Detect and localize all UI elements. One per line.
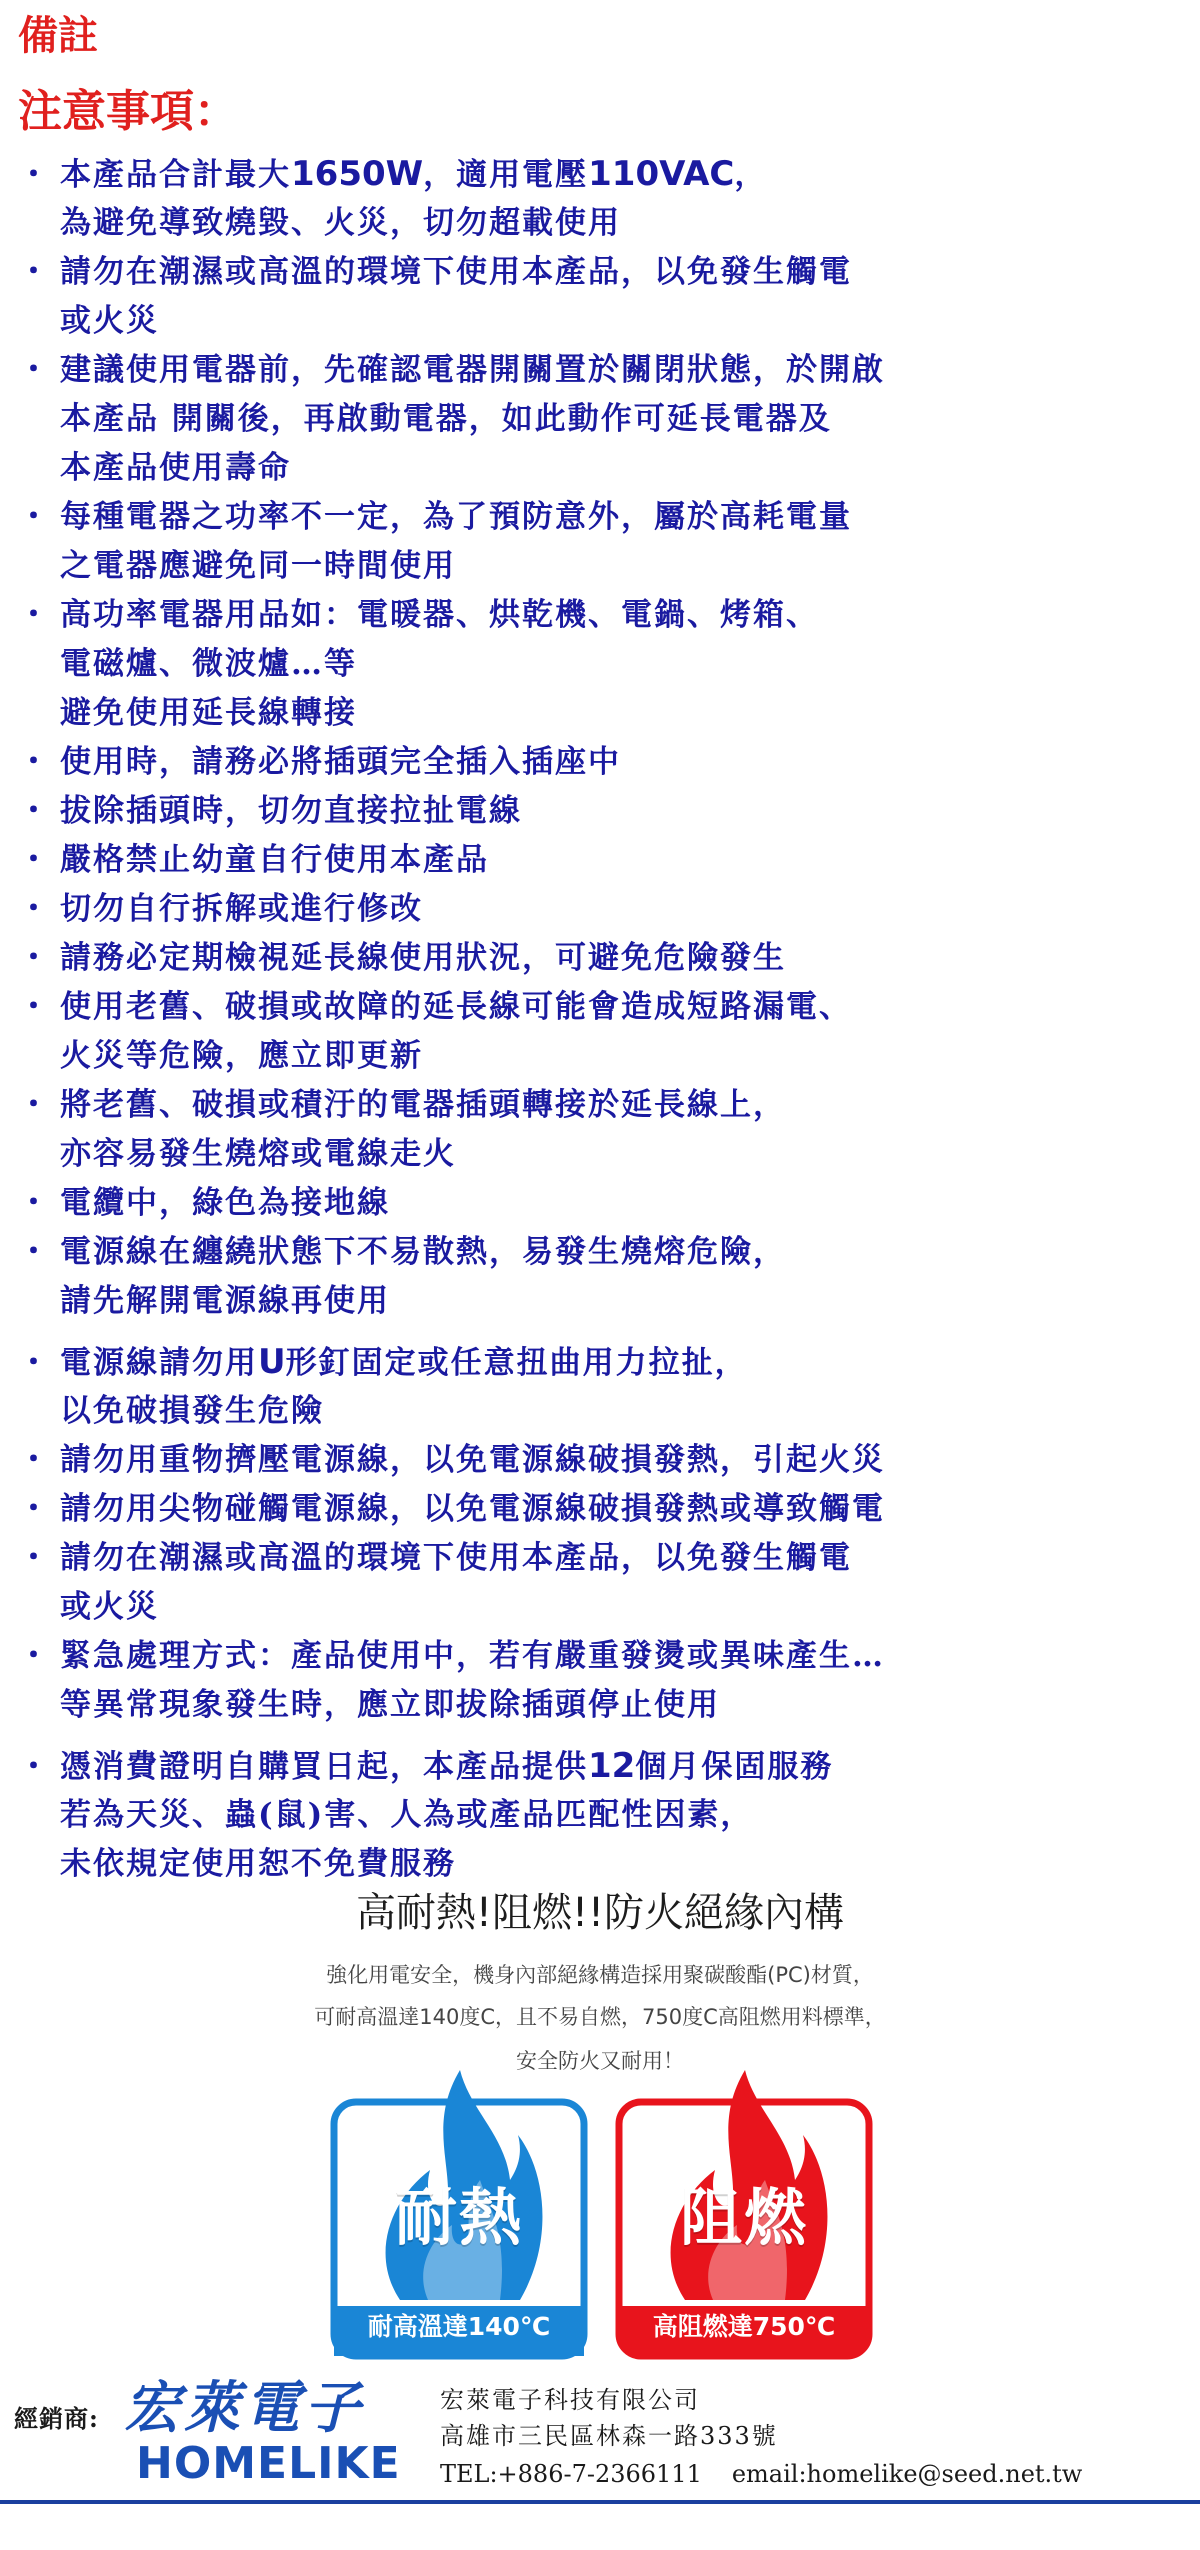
notice-item xyxy=(18,1534,1188,1583)
email-address: email:homelike@seed.net.tw xyxy=(731,2460,1083,2488)
notice-text: 緊急處理方式：產品使用中，若有嚴重發燙或異味產生… xyxy=(60,1638,885,1674)
bullet-mark: ・ xyxy=(18,254,51,290)
notice-text: 請勿在潮濕或高溫的環境下使用本產品，以免發生觸電 xyxy=(60,1540,852,1576)
notice-item-continuation: 避免使用延長線轉接 xyxy=(60,695,357,731)
notice-item xyxy=(18,1179,1188,1228)
notice-emphasis: 1650W xyxy=(291,154,424,194)
feature-title: 高耐熱!阻燃!!防火絕緣內構 xyxy=(355,1890,845,1936)
bullet-mark: ・ xyxy=(18,989,51,1025)
notice-item-continuation: 火災等危險，應立即更新 xyxy=(60,1038,423,1074)
feature-desc-line-3: 安全防火又耐用！ xyxy=(516,2049,684,2073)
company-address: 高雄市三民區林森一路333號 xyxy=(440,2422,778,2450)
notice-item-continuation: 請先解開電源線再使用 xyxy=(60,1283,390,1319)
notice-item xyxy=(18,248,1188,297)
flame-retardant-sub: 高阻燃達750℃ xyxy=(652,2312,836,2341)
bullet-mark: ・ xyxy=(18,793,51,829)
notice-text: 請勿用尖物碰觸電源線，以免電源線破損發熱或導致觸電 xyxy=(60,1491,885,1527)
phone-number: TEL:+886-7-2366111 xyxy=(440,2460,702,2488)
notice-item-continuation: 電磁爐、微波爐…等 xyxy=(60,646,357,682)
notice-item-continuation: 以免破損發生危險 xyxy=(60,1393,324,1429)
notice-text: 請勿用重物擠壓電源線，以免電源線破損發熱，引起火災 xyxy=(60,1442,885,1478)
bullet-mark: ・ xyxy=(18,1540,51,1576)
notice-text: 電纜中，綠色為接地線 xyxy=(60,1185,390,1221)
notice-item-continuation: 未依規定使用恕不免費服務 xyxy=(60,1846,456,1882)
notice-text: 每種電器之功率不一定，為了預防意外，屬於高耗電量 xyxy=(60,499,852,535)
notice-item-continuation: 本產品使用壽命 xyxy=(60,450,291,486)
notice-text: 本產品合計最大 xyxy=(60,157,291,193)
bullet-mark: ・ xyxy=(18,1345,51,1381)
notice-item xyxy=(18,983,1188,1032)
notice-emphasis: 110VAC xyxy=(588,154,735,194)
notice-text: 請務必定期檢視延長線使用狀況，可避免危險發生 xyxy=(60,940,786,976)
notice-item xyxy=(18,591,1188,640)
bullet-mark: ・ xyxy=(18,352,51,388)
bullet-mark: ・ xyxy=(18,940,51,976)
company-contact xyxy=(440,2458,1082,2490)
company-name: 宏萊電子科技有限公司 xyxy=(440,2386,700,2414)
bullet-mark: ・ xyxy=(18,157,51,193)
notice-item-continuation: 為避免導致燒毀、火災，切勿超載使用 xyxy=(60,205,621,241)
bullet-mark: ・ xyxy=(18,597,51,633)
notice-text: 請勿在潮濕或高溫的環境下使用本產品，以免發生觸電 xyxy=(60,254,852,290)
flame-retardant-label: 阻燃 xyxy=(679,2181,808,2254)
notice-text: 建議使用電器前，先確認電器開關置於關閉狀態，於開啟 xyxy=(60,352,885,388)
notice-item xyxy=(18,836,1188,885)
notice-item-continuation: 或火災 xyxy=(60,1589,159,1625)
feature-desc-line-1: 強化用電安全，機身內部絕緣構造採用聚碳酸酯(PC)材質， xyxy=(326,1963,874,1987)
bullet-mark: ・ xyxy=(18,1442,51,1478)
notice-item-continuation: 之電器應避免同一時間使用 xyxy=(60,548,456,584)
notice-emphasis: U xyxy=(258,1342,286,1382)
notice-text: 電源線請勿用 xyxy=(60,1345,258,1381)
notice-text: 將老舊、破損或積汙的電器插頭轉接於延長線上， xyxy=(60,1087,786,1123)
notice-item xyxy=(18,787,1188,836)
notice-item xyxy=(18,1485,1188,1534)
notice-item xyxy=(18,1228,1188,1277)
brand-logo-chinese: 宏萊電子 xyxy=(124,2376,364,2441)
notice-item xyxy=(18,934,1188,983)
bullet-mark: ・ xyxy=(18,499,51,535)
notice-text: 高功率電器用品如：電暖器、烘乾機、電鍋、烤箱、 xyxy=(60,597,819,633)
notice-text: 憑消費證明自購買日起，本產品提供 xyxy=(60,1749,588,1785)
notice-item-continuation: 亦容易發生燒熔或電線走火 xyxy=(60,1136,456,1172)
notice-text: 使用時，請務必將插頭完全插入插座中 xyxy=(60,744,621,780)
bullet-mark: ・ xyxy=(18,1234,51,1270)
notice-item xyxy=(18,1632,1188,1681)
heat-resistant-badge xyxy=(330,2050,588,2360)
bullet-mark: ・ xyxy=(18,1087,51,1123)
notice-text: ， xyxy=(734,157,768,193)
bullet-mark: ・ xyxy=(18,1185,51,1221)
brand-logo-english: HOMELIKE xyxy=(136,2438,401,2489)
bullet-mark: ・ xyxy=(18,1491,51,1527)
notice-emphasis: 12 xyxy=(588,1746,636,1786)
notice-text: 切勿自行拆解或進行修改 xyxy=(60,891,423,927)
notice-text: 個月保固服務 xyxy=(635,1749,834,1785)
heat-resistant-label: 耐熱 xyxy=(394,2181,523,2254)
remark-heading: 備註 xyxy=(18,12,98,59)
notice-text: 嚴格禁止幼童自行使用本產品 xyxy=(60,842,489,878)
notice-item-continuation: 若為天災、蟲(鼠)害、人為或產品匹配性因素， xyxy=(60,1797,754,1833)
notice-item-continuation: 等異常現象發生時，應立即拔除插頭停止使用 xyxy=(60,1687,720,1723)
bullet-mark: ・ xyxy=(18,1638,51,1674)
notice-item-continuation: 本產品 開關後，再啟動電器，如此動作可延長電器及 xyxy=(60,401,832,437)
notice-list xyxy=(18,150,1188,1889)
notice-item xyxy=(18,738,1188,787)
bullet-mark: ・ xyxy=(18,1749,51,1785)
heat-resistant-sub: 耐高溫達140℃ xyxy=(367,2312,551,2341)
notice-item xyxy=(18,1742,1188,1791)
notice-text: 使用老舊、破損或故障的延長線可能會造成短路漏電、 xyxy=(60,989,852,1025)
notice-item xyxy=(18,1081,1188,1130)
notice-item xyxy=(18,493,1188,542)
notice-item-continuation: 或火災 xyxy=(60,303,159,339)
footer-divider xyxy=(0,2500,1200,2504)
notice-item xyxy=(18,346,1188,395)
notice-text: ，適用電壓 xyxy=(423,157,589,193)
flame-retardant-badge xyxy=(615,2050,873,2360)
notice-text: 形釘固定或任意扭曲用力拉扯， xyxy=(285,1345,748,1381)
notice-item xyxy=(18,150,1188,199)
notice-text: 電源線在纏繞狀態下不易散熱，易發生燒熔危險， xyxy=(60,1234,786,1270)
bullet-mark: ・ xyxy=(18,744,51,780)
distributor-label: 經銷商: xyxy=(14,2404,99,2433)
feature-desc-line-2: 可耐高溫達140度C，且不易自燃，750度C高阻燃用料標準， xyxy=(314,2005,886,2029)
notice-text: 拔除插頭時，切勿直接拉扯電線 xyxy=(60,793,522,829)
notice-item xyxy=(18,1338,1188,1387)
bullet-mark: ・ xyxy=(18,842,51,878)
notice-item xyxy=(18,885,1188,934)
bullet-mark: ・ xyxy=(18,891,51,927)
notice-item xyxy=(18,1436,1188,1485)
notice-title: 注意事項： xyxy=(18,86,238,137)
